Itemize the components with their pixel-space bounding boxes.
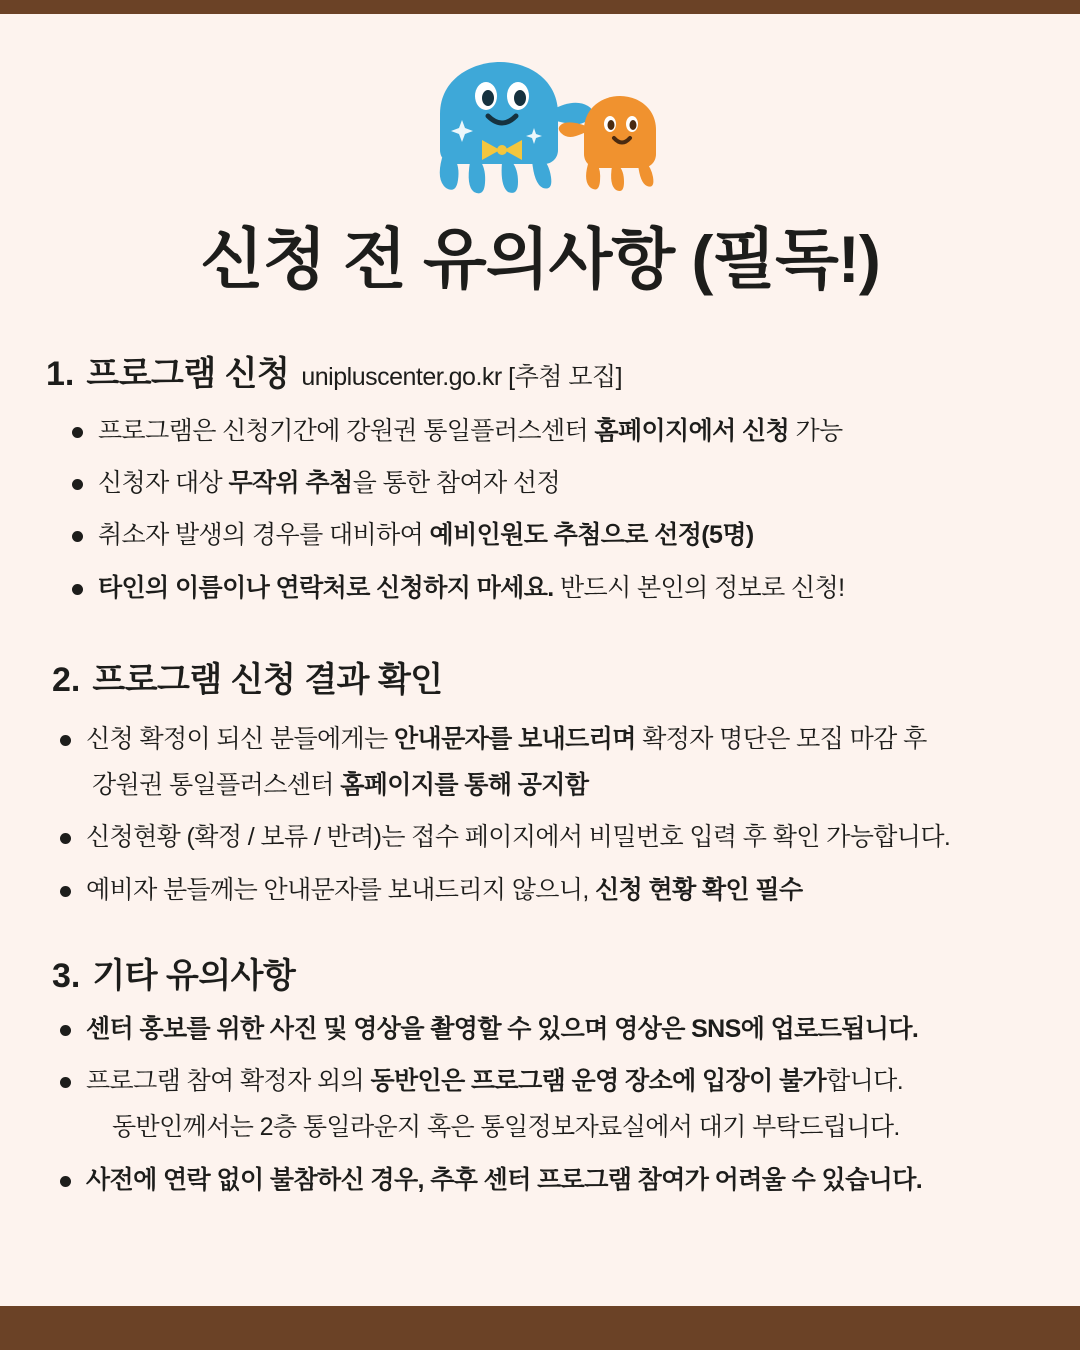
- section-2-number: 2.: [52, 660, 81, 699]
- list-item: 센터 홍보를 위한 사진 및 영상을 촬영할 수 있으며 영상은 SNS에 업로드됩니다.: [46, 1011, 1034, 1047]
- bottom-accent-bar: [0, 1306, 1080, 1350]
- list-item: 프로그램은 신청기간에 강원권 통일플러스센터 홈페이지에서 신청 가능: [46, 413, 1034, 449]
- section-1-heading: [46, 346, 1034, 395]
- list-item: 신청자 대상 무작위 추첨을 통한 참여자 선정: [46, 465, 1034, 501]
- section-2-title: 프로그램 신청 결과 확인: [92, 660, 443, 699]
- list-item: 예비자 분들께는 안내문자를 보내드리지 않으니, 신청 현황 확인 필수: [46, 872, 1034, 908]
- list-item: 프로그램 참여 확정자 외의 동반인은 프로그램 운영 장소에 입장이 불가합니다.: [46, 1063, 1034, 1099]
- page-title: 신청 전 유의사항 (필독!): [200, 222, 880, 296]
- section-3-title: 기타 유의사항: [92, 956, 296, 995]
- section-3-list: [46, 1011, 1034, 1100]
- section-1-number: 1.: [46, 354, 75, 393]
- list-item: 신청현황 (확정 / 보류 / 반려)는 접수 페이지에서 비밀번호 입력 후 확인 가능합니다.: [46, 819, 1034, 855]
- list-item: 신청 확정이 되신 분들에게는 안내문자를 보내드리며 확정자 명단은 모집 마감 후 강원권 통일플러스센터 홈페이지를 통해 공지함: [46, 721, 1034, 804]
- section-1-list: [46, 413, 1034, 606]
- list-item: 사전에 연락 없이 불참하신 경우, 추후 센터 프로그램 참여가 어려울 수 있습니다.: [46, 1162, 1034, 1198]
- top-accent-bar: [0, 0, 1080, 14]
- section-result-check: [46, 652, 1034, 908]
- notice-content: [0, 298, 1080, 1198]
- mascot-icon: [410, 54, 670, 204]
- section-3-number: 3.: [52, 956, 81, 995]
- section-1-title: 프로그램 신청: [86, 354, 290, 393]
- section-2-list: [46, 721, 1034, 908]
- companion-waiting-note: 동반인께서는 2층 통일라운지 혹은 통일정보자료실에서 대기 부탁드립니다.: [112, 1113, 900, 1142]
- mascot-illustration: [0, 54, 1080, 204]
- section-3-list-continued: [46, 1162, 1034, 1198]
- section-program-application: [46, 346, 1034, 606]
- list-item: 타인의 이름이나 연락처로 신청하지 마세요. 반드시 본인의 정보로 신청!: [46, 570, 1034, 606]
- section-1-note: unipluscenter.go.kr [추첨 모집]: [301, 362, 623, 391]
- list-item-second-line: 강원권 통일플러스센터 홈페이지를 통해 공지함: [92, 771, 589, 800]
- section-2-heading: [46, 652, 1034, 701]
- section-other-notices: [46, 948, 1034, 1198]
- section-3-heading: [46, 948, 1034, 997]
- list-item: 취소자 발생의 경우를 대비하여 예비인원도 추첨으로 선정(5명): [46, 517, 1034, 553]
- poster-body: [0, 14, 1080, 1306]
